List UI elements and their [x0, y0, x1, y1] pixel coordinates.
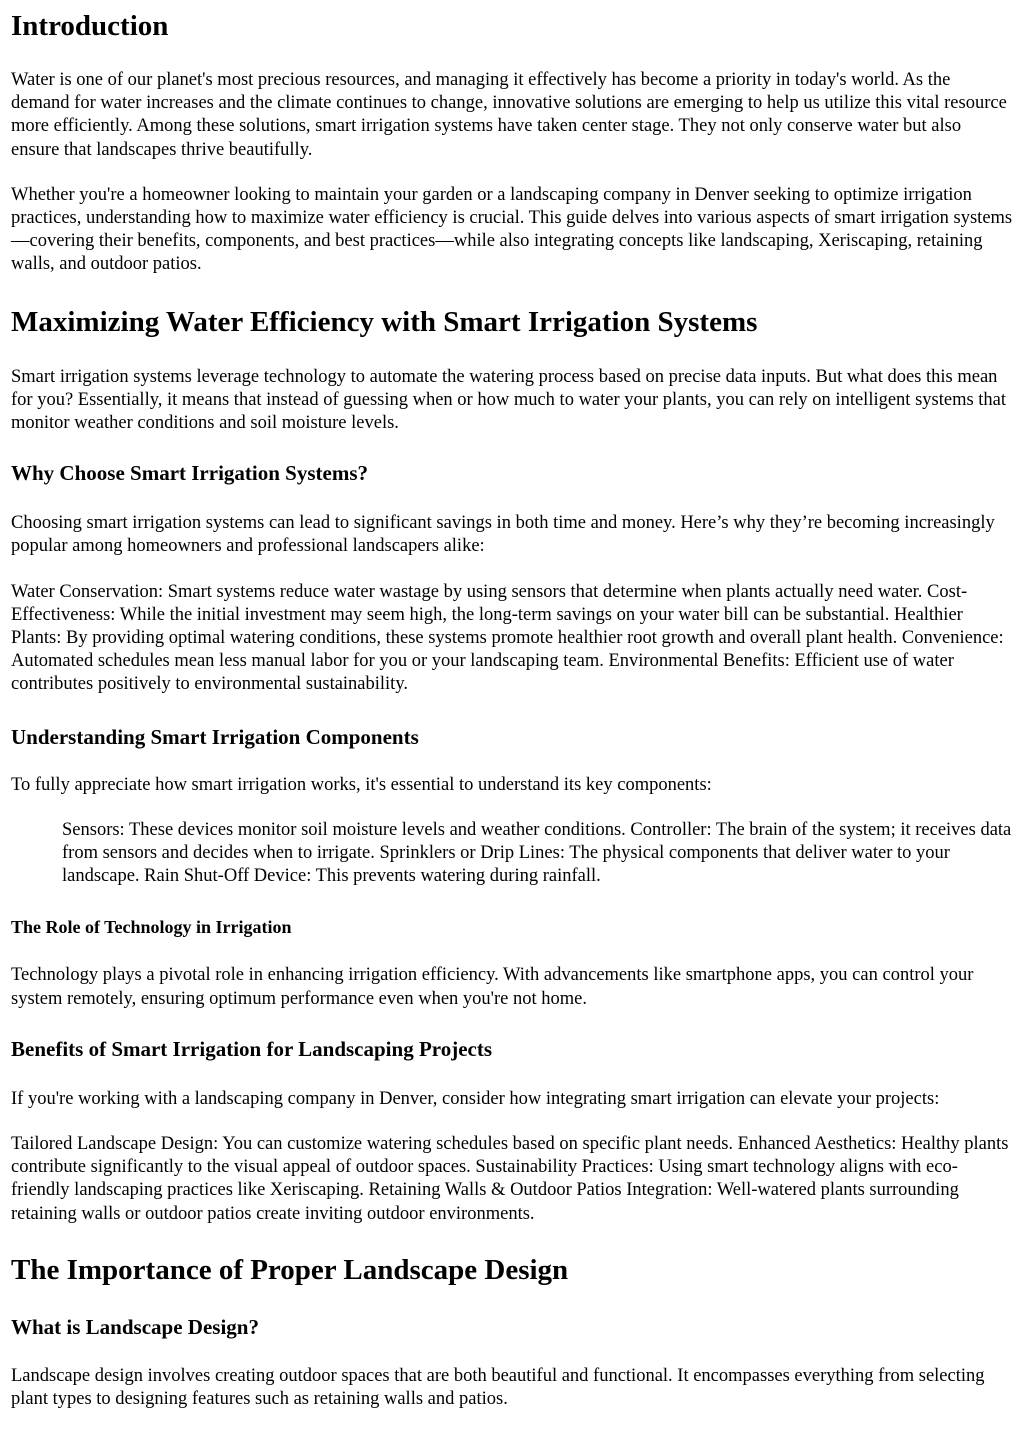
landscape-design-paragraph: Landscape design involves creating outdoor spaces that are both beautiful and functional. It encompasses everything from selecting plant types to designing features such as retaining walls and patios. [11, 1365, 985, 1410]
heading-what-is-landscape-design: What is Landscape Design? [11, 1314, 259, 1339]
heading-benefits-landscaping: Benefits of Smart Irrigation for Landscaping Projects [11, 1036, 493, 1061]
maximizing-paragraph: Smart irrigation systems leverage technology to automate the watering process based on precise data inputs. But what does this mean for you? Essentially, it means that instead of guessing when or how much to water your plants, you can rely on intelligent systems that monitor weather conditions and soil moisture levels. [11, 366, 1007, 434]
why-paragraph-1: Choosing smart irrigation systems can lead to significant savings in both time and money. Here’s why they’re becoming increasingly popular among homeowners and professional landscapers alike: [11, 513, 995, 557]
components-paragraph: To fully appreciate how smart irrigation works, it's essential to understand its key components: [11, 774, 712, 795]
heading-role-of-technology: The Role of Technology in Irrigation [11, 917, 292, 938]
components-blockquote: Sensors: These devices monitor soil moisture levels and weather conditions. Controller: The brain of the system; it receives data from sensors and decides when to irrigate. Sprinklers or Drip Lines: The physical components that deliver water to your landscape. Rain Shut-Off Device: This prevents watering during rainfall. [62, 819, 1012, 887]
benefits-list: Tailored Landscape Design: You can customize watering schedules based on specific plant needs. Enhanced Aesthetics: Healthy plants contribute significantly to the visual appeal of outdoor spaces. Sustainability Practices: Using smart technology aligns with eco-friendly landscaping practices like Xeriscaping. Retaining Walls & Outdoor Patios Integration: Well-watered plants surrounding retaining walls or outdoor patios create inviting outdoor environments. [11, 1134, 1009, 1224]
heading-introduction: Introduction [11, 10, 169, 42]
technology-paragraph: Technology plays a pivotal role in enhancing irrigation efficiency. With advancements like smartphone apps, you can control your system remotely, ensuring optimum performance even when you're not home. [11, 965, 974, 1009]
heading-maximizing-water-efficiency: Maximizing Water Efficiency with Smart Irrigation Systems [11, 305, 758, 338]
intro-paragraph-2: Whether you're a homeowner looking to maintain your garden or a landscaping company in Denver seeking to optimize irrigation practices, understanding how to maximize water efficiency is crucial. This guide delves into various aspects of smart irrigation systems—covering their benefits, components, and best practices—while also integrating concepts like landscaping, Xeriscaping, retaining walls, and outdoor patios. [11, 184, 1013, 275]
heading-understanding-components: Understanding Smart Irrigation Components [11, 724, 419, 749]
benefits-paragraph-1: If you're working with a landscaping company in Denver, consider how integrating smart irrigation can elevate your projects: [11, 1088, 940, 1109]
article [0, 9, 1024, 1411]
intro-paragraph-1: Water is one of our planet's most precious resources, and managing it effectively has become a priority in today's world. As the demand for water increases and the climate continues to change, innovative solutions are emerging to help us utilize this vital resource more efficiently. Among these solutions, smart irrigation systems have taken center stage. They not only conserve water but also ensure that landscapes thrive beautifully. [11, 70, 1007, 160]
why-benefits-list: Water Conservation: Smart systems reduce water wastage by using sensors that determine when plants actually need water. Cost-Effectiveness: While the initial investment may seem high, the long-term savings on your water bill can be substantial. Healthier Plants: By providing optimal watering conditions, these systems promote healthier root growth and overall plant health. Convenience: Automated schedules mean less manual labor for you or your landscaping team. Environmental Benefits: Efficient use of water contributes positively to environmental sustainability. [11, 581, 1004, 695]
heading-why-choose: Why Choose Smart Irrigation Systems? [11, 461, 368, 486]
heading-importance-landscape-design: The Importance of Proper Landscape Design [11, 1253, 569, 1286]
